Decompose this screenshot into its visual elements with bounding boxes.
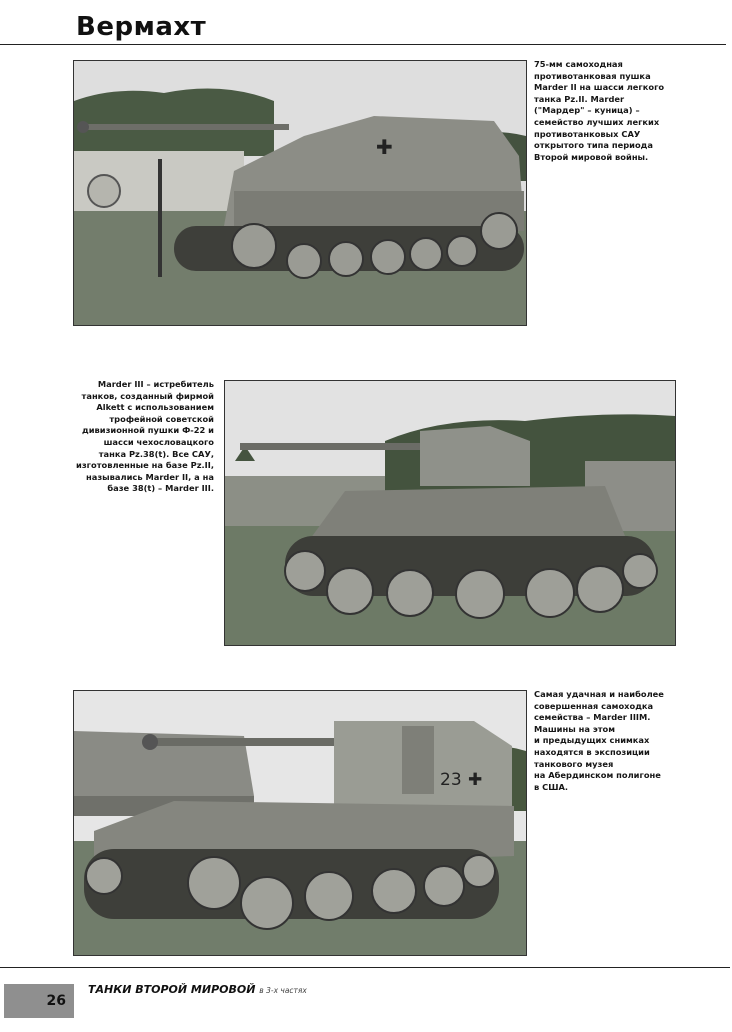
caption-marder-ii: 75-мм самоходная противотанковая пушка Marder II на шасси легкого танка Pz.II. Marder ("Мардер" – куница) – семейство лучших легких противотанковых САУ открытого типа периода Второй мировой войны. [534,59,665,162]
series-title-main: ТАНКИ ВТОРОЙ МИРОВОЙ [88,983,256,996]
caption-marder-iiim: Самая удачная и наиболее совершенная самоходка семейства – Marder IIIM. Машины на этом и предыдущих снимках находятся в экспозиции танкового музея на Абердинском полигоне в США. [534,689,664,792]
photo-marder-iiim [73,690,527,956]
series-title [88,983,307,996]
page-number: 26 [46,993,66,1009]
marder-ii-image [74,61,526,325]
page-number-box [4,984,74,1018]
page-title: Вермахт [76,12,207,42]
photo-marder-iii [224,380,676,646]
marder-iiim-image [74,691,526,955]
marder-iii-image [225,381,675,645]
series-title-sub: в 3-х частях [259,986,307,995]
vehicle-marking: 23 [440,770,462,790]
svg-text:✚: ✚ [468,770,483,790]
svg-text:✚: ✚ [376,135,393,159]
header-divider [0,44,726,45]
footer-divider [0,967,730,968]
caption-marder-iii: Marder III – истребитель танков, созданный фирмой Alkett с использованием трофейной советской дивизионной пушки Ф-22 и шасси чехословацкого танка Pz.38(t). Все САУ, изготовленные на базе Pz.II, назывались Marder II, а на базе 38(t) – Marder III. [76,379,214,494]
photo-marder-ii [73,60,527,326]
